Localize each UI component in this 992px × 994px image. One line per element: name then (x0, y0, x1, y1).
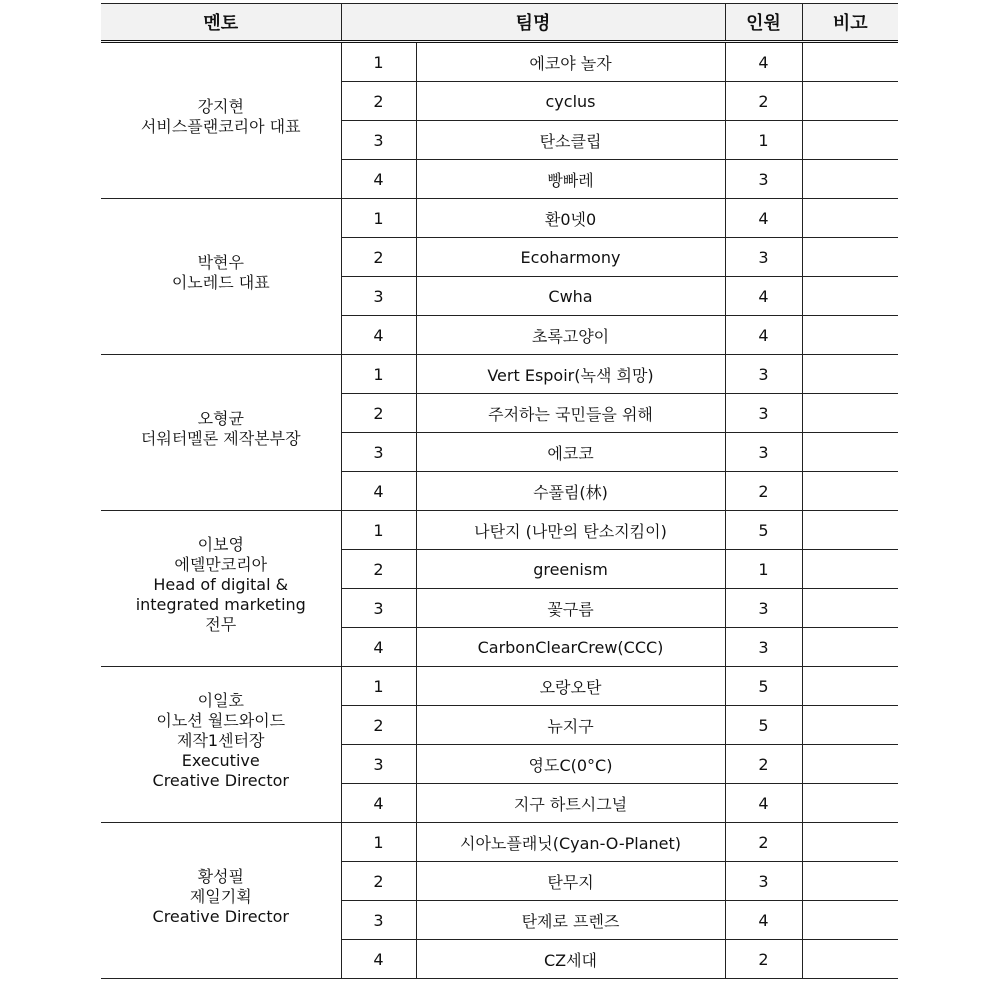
mentor-cell (101, 511, 341, 667)
team-number-cell: 3 (341, 589, 416, 628)
table-row (101, 355, 898, 394)
team-name-cell: 에코야 놀자 (416, 42, 725, 82)
team-name-cell: 뉴지구 (416, 706, 725, 745)
mentor-line: Head of digital & (153, 574, 289, 594)
team-name-cell: 영도C(0°C) (416, 745, 725, 784)
note-cell (802, 511, 898, 550)
note-cell (802, 550, 898, 589)
member-count-cell: 4 (725, 277, 802, 316)
member-count-cell: 3 (725, 433, 802, 472)
member-count-cell: 4 (725, 901, 802, 940)
member-count-cell: 1 (725, 121, 802, 160)
note-cell (802, 745, 898, 784)
team-name-cell: 에코코 (416, 433, 725, 472)
team-name-cell: greenism (416, 550, 725, 589)
member-count-cell: 5 (725, 706, 802, 745)
mentor-line: 오형균 (197, 408, 244, 428)
header-team: 팀명 (341, 4, 725, 42)
member-count-cell: 4 (725, 316, 802, 355)
team-number-cell: 4 (341, 784, 416, 823)
mentor-line: 에델만코리아 (174, 554, 268, 574)
mentor-line: integrated marketing (135, 594, 306, 614)
mentor-line: 박현우 (197, 252, 244, 272)
table-header (101, 4, 898, 42)
team-number-cell: 4 (341, 316, 416, 355)
mentor-cell (101, 42, 341, 199)
team-name-cell: Cwha (416, 277, 725, 316)
table-row (101, 199, 898, 238)
table-row (101, 511, 898, 550)
team-name-cell: 탄소클립 (416, 121, 725, 160)
mentor-line: 강지현 (197, 96, 244, 116)
member-count-cell: 1 (725, 550, 802, 589)
note-cell (802, 199, 898, 238)
table-row (101, 823, 898, 862)
member-count-cell: 4 (725, 42, 802, 82)
team-number-cell: 3 (341, 277, 416, 316)
team-number-cell: 2 (341, 238, 416, 277)
member-count-cell: 2 (725, 82, 802, 121)
team-name-cell: CarbonClearCrew(CCC) (416, 628, 725, 667)
table-row (101, 42, 898, 82)
table-row (101, 667, 898, 706)
team-number-cell: 1 (341, 355, 416, 394)
mentor-line: 제일기획 (189, 886, 252, 906)
team-number-cell: 3 (341, 745, 416, 784)
team-name-cell: 주저하는 국민들을 위해 (416, 394, 725, 433)
member-count-cell: 3 (725, 238, 802, 277)
member-count-cell: 4 (725, 199, 802, 238)
member-count-cell: 2 (725, 472, 802, 511)
team-number-cell: 2 (341, 862, 416, 901)
team-name-cell: 오랑오탄 (416, 667, 725, 706)
team-number-cell: 4 (341, 472, 416, 511)
note-cell (802, 277, 898, 316)
mentor-line: 전무 (205, 614, 237, 634)
team-number-cell: 1 (341, 823, 416, 862)
mentor-cell (101, 823, 341, 979)
team-name-cell: Ecoharmony (416, 238, 725, 277)
member-count-cell: 3 (725, 394, 802, 433)
mentor-team-table (101, 3, 898, 979)
team-number-cell: 2 (341, 706, 416, 745)
team-number-cell: 3 (341, 433, 416, 472)
team-name-cell: 탄제로 프렌즈 (416, 901, 725, 940)
note-cell (802, 433, 898, 472)
note-cell (802, 160, 898, 199)
team-name-cell: 꽃구름 (416, 589, 725, 628)
header-note: 비고 (802, 4, 898, 42)
team-number-cell: 4 (341, 940, 416, 979)
team-name-cell: 빵빠레 (416, 160, 725, 199)
member-count-cell: 3 (725, 589, 802, 628)
note-cell (802, 940, 898, 979)
team-name-cell: 탄무지 (416, 862, 725, 901)
team-name-cell: CZ세대 (416, 940, 725, 979)
member-count-cell: 3 (725, 628, 802, 667)
mentor-line: Creative Director (152, 770, 289, 790)
member-count-cell: 3 (725, 355, 802, 394)
team-number-cell: 2 (341, 394, 416, 433)
team-name-cell: 수풀림(林) (416, 472, 725, 511)
mentor-line: 서비스플랜코리아 대표 (140, 116, 301, 136)
team-number-cell: 1 (341, 511, 416, 550)
team-number-cell: 1 (341, 199, 416, 238)
note-cell (802, 589, 898, 628)
note-cell (802, 316, 898, 355)
team-number-cell: 3 (341, 121, 416, 160)
mentor-line: 제작1센터장 (177, 730, 265, 750)
team-number-cell: 2 (341, 82, 416, 121)
note-cell (802, 784, 898, 823)
note-cell (802, 706, 898, 745)
team-name-cell: cyclus (416, 82, 725, 121)
team-name-cell: 나탄지 (나만의 탄소지킴이) (416, 511, 725, 550)
team-number-cell: 2 (341, 550, 416, 589)
team-name-cell: 지구 하트시그널 (416, 784, 725, 823)
note-cell (802, 667, 898, 706)
mentor-cell (101, 667, 341, 823)
note-cell (802, 628, 898, 667)
note-cell (802, 862, 898, 901)
mentor-line: 이보영 (197, 534, 244, 554)
team-number-cell: 1 (341, 42, 416, 82)
note-cell (802, 238, 898, 277)
note-cell (802, 121, 898, 160)
mentor-cell (101, 199, 341, 355)
member-count-cell: 2 (725, 940, 802, 979)
mentor-cell (101, 355, 341, 511)
member-count-cell: 2 (725, 745, 802, 784)
note-cell (802, 82, 898, 121)
team-name-cell: Vert Espoir(녹색 희망) (416, 355, 725, 394)
table-body (101, 42, 898, 979)
mentor-line: 이노레드 대표 (171, 272, 270, 292)
note-cell (802, 823, 898, 862)
team-number-cell: 1 (341, 667, 416, 706)
header-row (101, 4, 898, 42)
mentor-line: 더워터멜론 제작본부장 (140, 428, 301, 448)
header-mentor: 멘토 (101, 4, 341, 42)
note-cell (802, 394, 898, 433)
mentor-line: Executive (181, 750, 260, 770)
member-count-cell: 3 (725, 160, 802, 199)
note-cell (802, 472, 898, 511)
member-count-cell: 5 (725, 667, 802, 706)
note-cell (802, 42, 898, 82)
member-count-cell: 2 (725, 823, 802, 862)
team-name-cell: 초록고양이 (416, 316, 725, 355)
team-name-cell: 시아노플래닛(Cyan-O-Planet) (416, 823, 725, 862)
member-count-cell: 3 (725, 862, 802, 901)
team-number-cell: 4 (341, 160, 416, 199)
team-name-cell: 환0넷0 (416, 199, 725, 238)
note-cell (802, 901, 898, 940)
note-cell (802, 355, 898, 394)
mentor-line: Creative Director (152, 906, 289, 926)
member-count-cell: 4 (725, 784, 802, 823)
mentor-line: 이노션 월드와이드 (156, 710, 286, 730)
team-number-cell: 3 (341, 901, 416, 940)
member-count-cell: 5 (725, 511, 802, 550)
mentor-line: 이일호 (197, 690, 244, 710)
mentor-line: 황성필 (197, 866, 244, 886)
team-number-cell: 4 (341, 628, 416, 667)
header-count: 인원 (725, 4, 802, 42)
